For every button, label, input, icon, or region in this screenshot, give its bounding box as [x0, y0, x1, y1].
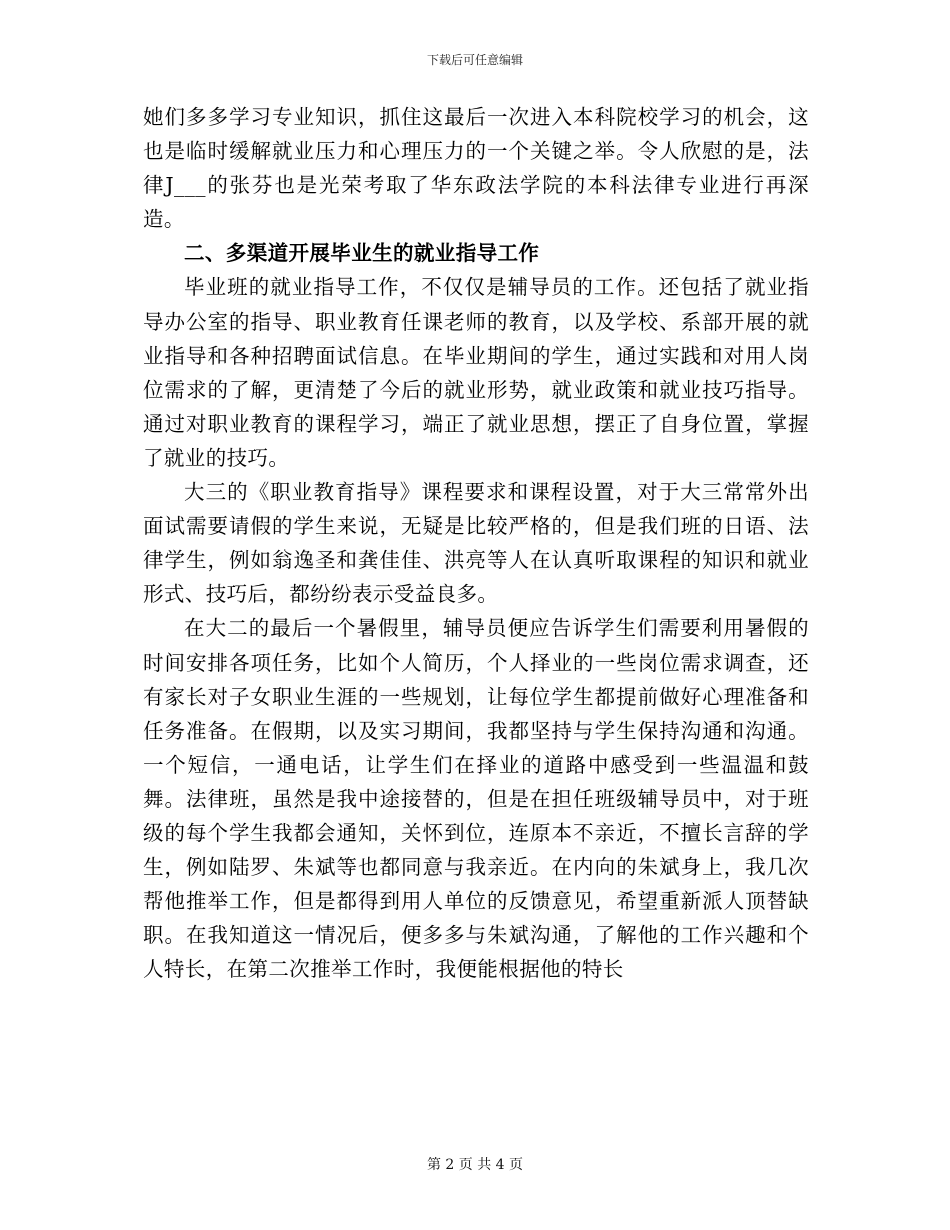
paragraph-4: 在大二的最后一个暑假里，辅导员便应告诉学生们需要利用暑假的时间安排各项任务，比如个人简历，个人择业的一些岗位需求调查，还有家长对子女职业生涯的一些规划，让每位学生都提前做好心理准备和任务准备。在假期，以及实习期间，我都坚持与学生保持沟通和沟通。一个短信，一通电话，让学生们在择业的道路中感受到一些温温和鼓舞。法律班，虽然是我中途接替的，但是在担任班级辅导员中，对于班级的每个学生我都会通知，关怀到位，连原本不亲近，不擅长言辞的学生，例如陆罗、朱斌等也都同意与我亲近。在内向的朱斌身上，我几次帮他推举工作，但是都得到用人单位的反馈意见，希望重新派人顶替缺职。在我知道这一情况后，便多多与朱斌沟通，了解他的工作兴趣和个人特长，在第二次推举工作时，我便能根据他的特长: [143, 616, 809, 982]
document-body: [143, 100, 809, 986]
paragraph-2: 毕业班的就业指导工作，不仅仅是辅导员的工作。还包括了就业指导办公室的指导、职业教育任课老师的教育，以及学校、系部开展的就业指导和各种招聘面试信息。在毕业期间的学生，通过实践和对用人岗位需求的了解，更清楚了今后的就业形势，就业政策和就业技巧指导。通过对职业教育的课程学习，端正了就业思想，摆正了自身位置，掌握了就业的技巧。: [143, 275, 809, 470]
paragraph-3: 大三的《职业教育指导》课程要求和课程设置，对于大三常常外出面试需要请假的学生来说，无疑是比较严格的，但是我们班的日语、法律学生，例如翁逸圣和龚佳佳、洪亮等人在认真听取课程的知识和就业形式、技巧后，都纷纷表示受益良多。: [143, 480, 809, 607]
page-header: 下载后可任意编辑: [426, 53, 523, 67]
paragraph-1: 她们多多学习专业知识，抓住这最后一次进入本科院校学习的机会，这也是临时缓解就业压力和心理压力的一个关键之举。令人欣慰的是，法律J___的张芬也是光荣考取了华东政法学院的本科法律专业进行再深造。: [143, 105, 809, 232]
page-footer: 第 2 页 共 4 页: [426, 1157, 524, 1173]
section-heading-2: 二、多渠道开展毕业生的就业指导工作: [184, 241, 540, 266]
